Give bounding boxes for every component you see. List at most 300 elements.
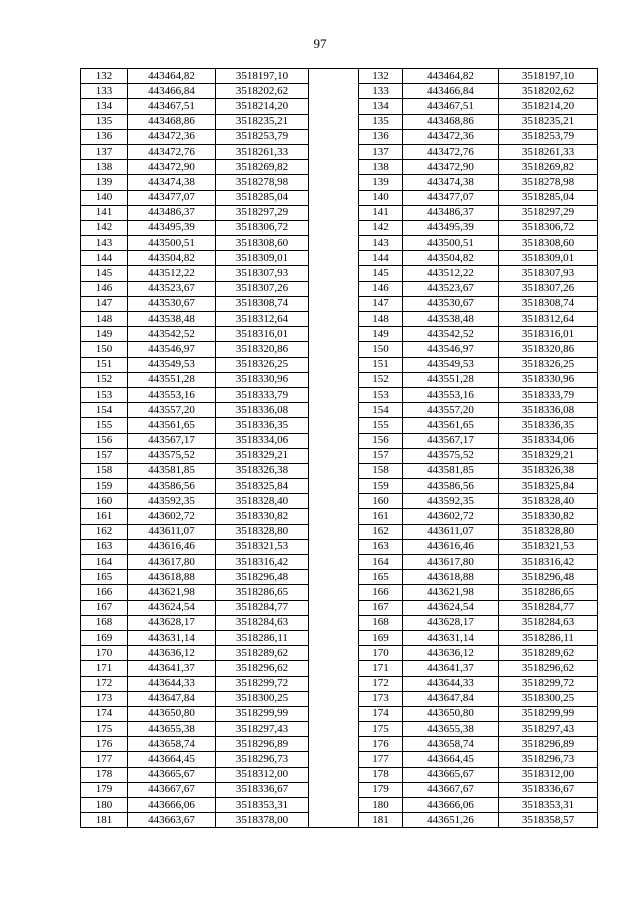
left-point-number-cell: 170 [81, 646, 128, 661]
left-x-coordinate-cell: 443464,82 [128, 69, 216, 84]
right-y-coordinate-cell: 3518269,82 [499, 160, 598, 175]
right-y-coordinate-cell: 3518307,93 [499, 266, 598, 281]
right-x-coordinate-cell: 443472,90 [403, 160, 499, 175]
column-gap [309, 266, 359, 281]
left-y-coordinate-cell: 3518300,25 [216, 691, 309, 706]
table-row [81, 296, 598, 311]
right-y-coordinate-cell: 3518285,04 [499, 190, 598, 205]
left-x-coordinate-cell: 443602,72 [128, 509, 216, 524]
right-y-coordinate-cell: 3518328,80 [499, 524, 598, 539]
left-point-number-cell: 145 [81, 266, 128, 281]
left-point-number-cell: 171 [81, 661, 128, 676]
right-x-coordinate-cell: 443667,67 [403, 782, 499, 797]
column-gap [309, 205, 359, 220]
left-y-coordinate-cell: 3518312,64 [216, 312, 309, 327]
right-point-number-cell: 179 [359, 782, 403, 797]
column-gap [309, 372, 359, 387]
table-row [81, 509, 598, 524]
table-row [81, 114, 598, 129]
left-y-coordinate-cell: 3518214,20 [216, 99, 309, 114]
column-gap [309, 722, 359, 737]
right-y-coordinate-cell: 3518306,72 [499, 220, 598, 235]
column-gap [309, 615, 359, 630]
right-y-coordinate-cell: 3518336,08 [499, 403, 598, 418]
right-point-number-cell: 139 [359, 175, 403, 190]
left-x-coordinate-cell: 443561,65 [128, 418, 216, 433]
right-point-number-cell: 160 [359, 494, 403, 509]
right-point-number-cell: 152 [359, 372, 403, 387]
left-y-coordinate-cell: 3518316,42 [216, 555, 309, 570]
column-gap [309, 236, 359, 251]
right-point-number-cell: 157 [359, 448, 403, 463]
right-point-number-cell: 169 [359, 630, 403, 645]
table-row [81, 312, 598, 327]
left-y-coordinate-cell: 3518330,96 [216, 372, 309, 387]
column-gap [309, 782, 359, 797]
right-y-coordinate-cell: 3518309,01 [499, 251, 598, 266]
right-point-number-cell: 177 [359, 752, 403, 767]
coordinates-table [80, 68, 598, 828]
column-gap [309, 296, 359, 311]
left-point-number-cell: 153 [81, 387, 128, 402]
left-x-coordinate-cell: 443468,86 [128, 114, 216, 129]
left-y-coordinate-cell: 3518328,80 [216, 524, 309, 539]
left-y-coordinate-cell: 3518329,21 [216, 448, 309, 463]
left-y-coordinate-cell: 3518235,21 [216, 114, 309, 129]
left-x-coordinate-cell: 443538,48 [128, 312, 216, 327]
column-gap [309, 418, 359, 433]
right-y-coordinate-cell: 3518286,65 [499, 585, 598, 600]
right-x-coordinate-cell: 443567,17 [403, 433, 499, 448]
left-point-number-cell: 133 [81, 84, 128, 99]
right-point-number-cell: 145 [359, 266, 403, 281]
right-x-coordinate-cell: 443617,80 [403, 555, 499, 570]
column-gap [309, 585, 359, 600]
left-x-coordinate-cell: 443617,80 [128, 555, 216, 570]
column-gap [309, 114, 359, 129]
left-y-coordinate-cell: 3518328,40 [216, 494, 309, 509]
left-point-number-cell: 143 [81, 236, 128, 251]
right-x-coordinate-cell: 443586,56 [403, 479, 499, 494]
right-point-number-cell: 161 [359, 509, 403, 524]
left-x-coordinate-cell: 443542,52 [128, 327, 216, 342]
column-gap [309, 251, 359, 266]
right-x-coordinate-cell: 443666,06 [403, 798, 499, 813]
right-y-coordinate-cell: 3518286,11 [499, 630, 598, 645]
table-row [81, 706, 598, 721]
table-row [81, 463, 598, 478]
right-point-number-cell: 170 [359, 646, 403, 661]
left-y-coordinate-cell: 3518307,93 [216, 266, 309, 281]
right-x-coordinate-cell: 443575,52 [403, 448, 499, 463]
left-point-number-cell: 146 [81, 281, 128, 296]
right-x-coordinate-cell: 443581,85 [403, 463, 499, 478]
left-x-coordinate-cell: 443586,56 [128, 479, 216, 494]
column-gap [309, 387, 359, 402]
right-point-number-cell: 151 [359, 357, 403, 372]
left-x-coordinate-cell: 443551,28 [128, 372, 216, 387]
left-y-coordinate-cell: 3518296,73 [216, 752, 309, 767]
left-point-number-cell: 137 [81, 144, 128, 159]
left-point-number-cell: 141 [81, 205, 128, 220]
right-y-coordinate-cell: 3518325,84 [499, 479, 598, 494]
table-row [81, 144, 598, 159]
right-y-coordinate-cell: 3518308,74 [499, 296, 598, 311]
right-x-coordinate-cell: 443500,51 [403, 236, 499, 251]
right-x-coordinate-cell: 443641,37 [403, 661, 499, 676]
left-point-number-cell: 174 [81, 706, 128, 721]
right-x-coordinate-cell: 443504,82 [403, 251, 499, 266]
left-point-number-cell: 164 [81, 555, 128, 570]
left-x-coordinate-cell: 443523,67 [128, 281, 216, 296]
left-point-number-cell: 181 [81, 813, 128, 828]
right-point-number-cell: 167 [359, 600, 403, 615]
column-gap [309, 175, 359, 190]
left-point-number-cell: 163 [81, 539, 128, 554]
table-row [81, 661, 598, 676]
left-x-coordinate-cell: 443611,07 [128, 524, 216, 539]
left-x-coordinate-cell: 443575,52 [128, 448, 216, 463]
right-point-number-cell: 154 [359, 403, 403, 418]
column-gap [309, 661, 359, 676]
left-point-number-cell: 155 [81, 418, 128, 433]
left-y-coordinate-cell: 3518326,38 [216, 463, 309, 478]
column-gap [309, 600, 359, 615]
left-point-number-cell: 132 [81, 69, 128, 84]
table-row [81, 539, 598, 554]
right-x-coordinate-cell: 443472,76 [403, 144, 499, 159]
left-y-coordinate-cell: 3518308,74 [216, 296, 309, 311]
right-y-coordinate-cell: 3518321,53 [499, 539, 598, 554]
left-point-number-cell: 175 [81, 722, 128, 737]
left-x-coordinate-cell: 443553,16 [128, 387, 216, 402]
table-row [81, 175, 598, 190]
column-gap [309, 539, 359, 554]
left-y-coordinate-cell: 3518378,00 [216, 813, 309, 828]
left-point-number-cell: 138 [81, 160, 128, 175]
column-gap [309, 524, 359, 539]
table-row [81, 205, 598, 220]
table-row [81, 524, 598, 539]
left-point-number-cell: 136 [81, 129, 128, 144]
right-point-number-cell: 144 [359, 251, 403, 266]
column-gap [309, 691, 359, 706]
left-x-coordinate-cell: 443618,88 [128, 570, 216, 585]
right-x-coordinate-cell: 443651,26 [403, 813, 499, 828]
left-x-coordinate-cell: 443631,14 [128, 630, 216, 645]
right-point-number-cell: 148 [359, 312, 403, 327]
right-point-number-cell: 156 [359, 433, 403, 448]
table-row [81, 646, 598, 661]
left-x-coordinate-cell: 443666,06 [128, 798, 216, 813]
left-y-coordinate-cell: 3518320,86 [216, 342, 309, 357]
right-y-coordinate-cell: 3518333,79 [499, 387, 598, 402]
left-x-coordinate-cell: 443644,33 [128, 676, 216, 691]
right-y-coordinate-cell: 3518284,63 [499, 615, 598, 630]
left-x-coordinate-cell: 443472,90 [128, 160, 216, 175]
right-point-number-cell: 135 [359, 114, 403, 129]
right-x-coordinate-cell: 443474,38 [403, 175, 499, 190]
table-row [81, 357, 598, 372]
right-x-coordinate-cell: 443658,74 [403, 737, 499, 752]
left-point-number-cell: 149 [81, 327, 128, 342]
left-point-number-cell: 166 [81, 585, 128, 600]
table-row [81, 327, 598, 342]
column-gap [309, 767, 359, 782]
left-y-coordinate-cell: 3518309,01 [216, 251, 309, 266]
left-x-coordinate-cell: 443647,84 [128, 691, 216, 706]
left-x-coordinate-cell: 443466,84 [128, 84, 216, 99]
right-y-coordinate-cell: 3518297,43 [499, 722, 598, 737]
left-x-coordinate-cell: 443650,80 [128, 706, 216, 721]
column-gap [309, 220, 359, 235]
right-y-coordinate-cell: 3518336,35 [499, 418, 598, 433]
right-point-number-cell: 175 [359, 722, 403, 737]
left-y-coordinate-cell: 3518296,48 [216, 570, 309, 585]
table-row [81, 69, 598, 84]
right-x-coordinate-cell: 443664,45 [403, 752, 499, 767]
right-x-coordinate-cell: 443618,88 [403, 570, 499, 585]
right-x-coordinate-cell: 443624,54 [403, 600, 499, 615]
right-y-coordinate-cell: 3518330,96 [499, 372, 598, 387]
right-point-number-cell: 153 [359, 387, 403, 402]
right-x-coordinate-cell: 443665,67 [403, 767, 499, 782]
left-x-coordinate-cell: 443581,85 [128, 463, 216, 478]
right-x-coordinate-cell: 443486,37 [403, 205, 499, 220]
right-x-coordinate-cell: 443523,67 [403, 281, 499, 296]
right-point-number-cell: 176 [359, 737, 403, 752]
table-row [81, 372, 598, 387]
left-x-coordinate-cell: 443472,36 [128, 129, 216, 144]
left-point-number-cell: 165 [81, 570, 128, 585]
left-point-number-cell: 157 [81, 448, 128, 463]
right-point-number-cell: 142 [359, 220, 403, 235]
right-y-coordinate-cell: 3518297,29 [499, 205, 598, 220]
table-row [81, 220, 598, 235]
left-x-coordinate-cell: 443567,17 [128, 433, 216, 448]
right-point-number-cell: 178 [359, 767, 403, 782]
left-point-number-cell: 134 [81, 99, 128, 114]
table-row [81, 691, 598, 706]
left-x-coordinate-cell: 443667,67 [128, 782, 216, 797]
left-point-number-cell: 176 [81, 737, 128, 752]
column-gap [309, 555, 359, 570]
column-gap [309, 570, 359, 585]
left-x-coordinate-cell: 443621,98 [128, 585, 216, 600]
left-point-number-cell: 154 [81, 403, 128, 418]
table-row [81, 752, 598, 767]
table-row [81, 129, 598, 144]
left-point-number-cell: 150 [81, 342, 128, 357]
left-point-number-cell: 135 [81, 114, 128, 129]
column-gap [309, 706, 359, 721]
left-y-coordinate-cell: 3518297,29 [216, 205, 309, 220]
column-gap [309, 281, 359, 296]
right-point-number-cell: 134 [359, 99, 403, 114]
left-y-coordinate-cell: 3518284,77 [216, 600, 309, 615]
right-x-coordinate-cell: 443477,07 [403, 190, 499, 205]
left-x-coordinate-cell: 443500,51 [128, 236, 216, 251]
right-x-coordinate-cell: 443553,16 [403, 387, 499, 402]
column-gap [309, 69, 359, 84]
right-x-coordinate-cell: 443644,33 [403, 676, 499, 691]
right-y-coordinate-cell: 3518330,82 [499, 509, 598, 524]
right-x-coordinate-cell: 443650,80 [403, 706, 499, 721]
left-point-number-cell: 148 [81, 312, 128, 327]
right-x-coordinate-cell: 443631,14 [403, 630, 499, 645]
left-point-number-cell: 161 [81, 509, 128, 524]
left-x-coordinate-cell: 443665,67 [128, 767, 216, 782]
right-x-coordinate-cell: 443561,65 [403, 418, 499, 433]
left-point-number-cell: 156 [81, 433, 128, 448]
right-y-coordinate-cell: 3518326,38 [499, 463, 598, 478]
left-point-number-cell: 142 [81, 220, 128, 235]
column-gap [309, 144, 359, 159]
right-point-number-cell: 159 [359, 479, 403, 494]
left-y-coordinate-cell: 3518289,62 [216, 646, 309, 661]
right-x-coordinate-cell: 443530,67 [403, 296, 499, 311]
right-x-coordinate-cell: 443466,84 [403, 84, 499, 99]
left-y-coordinate-cell: 3518286,65 [216, 585, 309, 600]
right-y-coordinate-cell: 3518312,00 [499, 767, 598, 782]
left-y-coordinate-cell: 3518308,60 [216, 236, 309, 251]
left-point-number-cell: 180 [81, 798, 128, 813]
right-point-number-cell: 146 [359, 281, 403, 296]
column-gap [309, 99, 359, 114]
right-x-coordinate-cell: 443549,53 [403, 357, 499, 372]
column-gap [309, 494, 359, 509]
left-y-coordinate-cell: 3518336,35 [216, 418, 309, 433]
left-y-coordinate-cell: 3518299,72 [216, 676, 309, 691]
right-x-coordinate-cell: 443592,35 [403, 494, 499, 509]
left-x-coordinate-cell: 443486,37 [128, 205, 216, 220]
right-point-number-cell: 158 [359, 463, 403, 478]
right-point-number-cell: 155 [359, 418, 403, 433]
table-row [81, 266, 598, 281]
table-row [81, 403, 598, 418]
left-y-coordinate-cell: 3518261,33 [216, 144, 309, 159]
left-x-coordinate-cell: 443663,67 [128, 813, 216, 828]
left-x-coordinate-cell: 443549,53 [128, 357, 216, 372]
column-gap [309, 403, 359, 418]
left-x-coordinate-cell: 443624,54 [128, 600, 216, 615]
table-row [81, 251, 598, 266]
left-y-coordinate-cell: 3518321,53 [216, 539, 309, 554]
left-point-number-cell: 144 [81, 251, 128, 266]
left-x-coordinate-cell: 443474,38 [128, 175, 216, 190]
table-row [81, 676, 598, 691]
column-gap [309, 676, 359, 691]
left-point-number-cell: 147 [81, 296, 128, 311]
right-y-coordinate-cell: 3518299,72 [499, 676, 598, 691]
column-gap [309, 630, 359, 645]
left-point-number-cell: 139 [81, 175, 128, 190]
column-gap [309, 84, 359, 99]
right-y-coordinate-cell: 3518312,64 [499, 312, 598, 327]
left-y-coordinate-cell: 3518312,00 [216, 767, 309, 782]
right-y-coordinate-cell: 3518296,62 [499, 661, 598, 676]
left-point-number-cell: 172 [81, 676, 128, 691]
right-x-coordinate-cell: 443647,84 [403, 691, 499, 706]
column-gap [309, 509, 359, 524]
right-point-number-cell: 147 [359, 296, 403, 311]
column-gap [309, 129, 359, 144]
right-x-coordinate-cell: 443628,17 [403, 615, 499, 630]
table-row [81, 494, 598, 509]
table-row [81, 600, 598, 615]
column-gap [309, 813, 359, 828]
left-x-coordinate-cell: 443664,45 [128, 752, 216, 767]
left-x-coordinate-cell: 443546,97 [128, 342, 216, 357]
right-point-number-cell: 137 [359, 144, 403, 159]
table-row [81, 615, 598, 630]
table-row [81, 448, 598, 463]
right-x-coordinate-cell: 443467,51 [403, 99, 499, 114]
right-y-coordinate-cell: 3518202,62 [499, 84, 598, 99]
left-x-coordinate-cell: 443658,74 [128, 737, 216, 752]
left-x-coordinate-cell: 443636,12 [128, 646, 216, 661]
right-point-number-cell: 150 [359, 342, 403, 357]
table-row [81, 813, 598, 828]
right-point-number-cell: 136 [359, 129, 403, 144]
left-y-coordinate-cell: 3518278,98 [216, 175, 309, 190]
column-gap [309, 190, 359, 205]
right-y-coordinate-cell: 3518296,48 [499, 570, 598, 585]
left-y-coordinate-cell: 3518330,82 [216, 509, 309, 524]
table-row [81, 418, 598, 433]
table-row [81, 479, 598, 494]
right-y-coordinate-cell: 3518299,99 [499, 706, 598, 721]
right-y-coordinate-cell: 3518289,62 [499, 646, 598, 661]
right-x-coordinate-cell: 443621,98 [403, 585, 499, 600]
left-x-coordinate-cell: 443504,82 [128, 251, 216, 266]
table-row [81, 555, 598, 570]
table-row [81, 585, 598, 600]
right-x-coordinate-cell: 443512,22 [403, 266, 499, 281]
left-point-number-cell: 179 [81, 782, 128, 797]
right-point-number-cell: 173 [359, 691, 403, 706]
column-gap [309, 357, 359, 372]
left-y-coordinate-cell: 3518197,10 [216, 69, 309, 84]
left-y-coordinate-cell: 3518306,72 [216, 220, 309, 235]
right-y-coordinate-cell: 3518320,86 [499, 342, 598, 357]
column-gap [309, 160, 359, 175]
right-point-number-cell: 163 [359, 539, 403, 554]
table-row [81, 782, 598, 797]
right-x-coordinate-cell: 443468,86 [403, 114, 499, 129]
right-x-coordinate-cell: 443655,38 [403, 722, 499, 737]
right-y-coordinate-cell: 3518353,31 [499, 798, 598, 813]
left-y-coordinate-cell: 3518334,06 [216, 433, 309, 448]
right-y-coordinate-cell: 3518253,79 [499, 129, 598, 144]
table-row [81, 99, 598, 114]
left-point-number-cell: 140 [81, 190, 128, 205]
right-point-number-cell: 141 [359, 205, 403, 220]
right-point-number-cell: 143 [359, 236, 403, 251]
left-y-coordinate-cell: 3518336,67 [216, 782, 309, 797]
right-point-number-cell: 171 [359, 661, 403, 676]
table-row [81, 433, 598, 448]
left-y-coordinate-cell: 3518325,84 [216, 479, 309, 494]
left-point-number-cell: 160 [81, 494, 128, 509]
column-gap [309, 479, 359, 494]
right-x-coordinate-cell: 443495,39 [403, 220, 499, 235]
right-point-number-cell: 166 [359, 585, 403, 600]
left-point-number-cell: 162 [81, 524, 128, 539]
left-y-coordinate-cell: 3518297,43 [216, 722, 309, 737]
right-point-number-cell: 181 [359, 813, 403, 828]
right-y-coordinate-cell: 3518307,26 [499, 281, 598, 296]
